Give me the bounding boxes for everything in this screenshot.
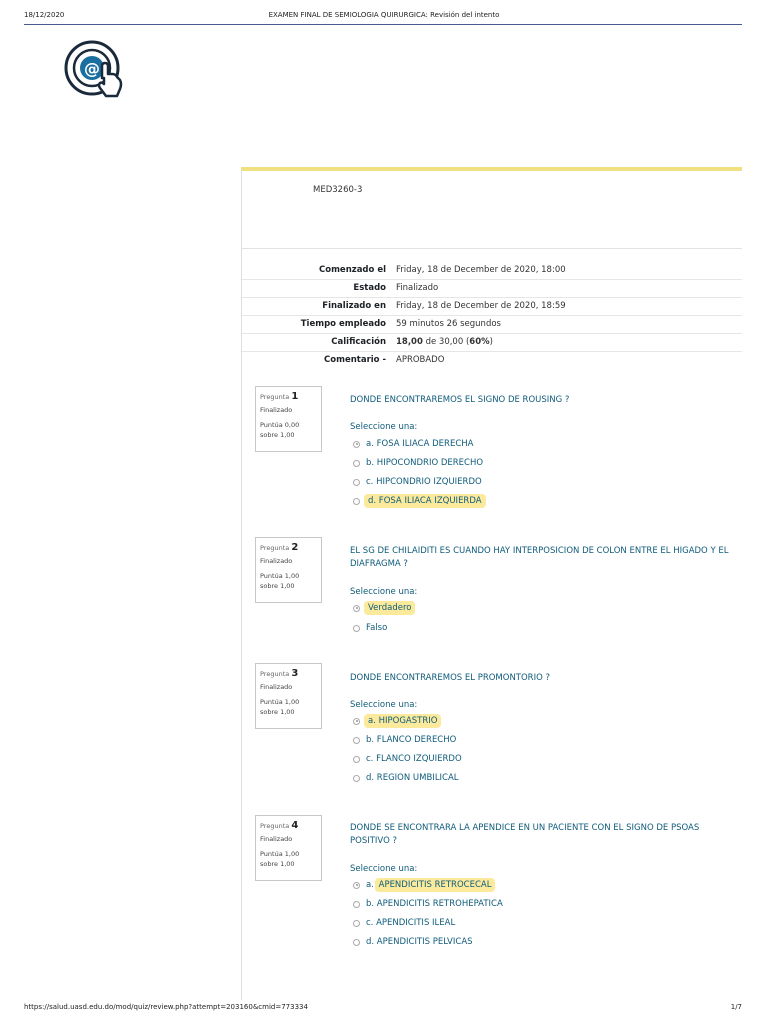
radio-icon[interactable] — [353, 775, 360, 782]
summary-label: Tiempo empleado — [300, 319, 386, 329]
question-text: DONDE ENCONTRAREMOS EL PROMONTORIO ? — [350, 673, 551, 683]
summary-value: Friday, 18 de December de 2020, 18:00 — [396, 265, 566, 275]
summary-label: Calificación — [331, 337, 386, 347]
question-prefix: Pregunta — [260, 393, 290, 401]
radio-icon[interactable] — [353, 605, 360, 612]
page-url: https://salud.uasd.edu.do/mod/quiz/review.php?attempt=203160&cmid=773334 — [24, 1003, 308, 1011]
option-label: a. HIPOGASTRIO — [364, 714, 441, 728]
attempt-summary-table — [242, 262, 742, 369]
course-code: MED3260-3 — [313, 185, 363, 195]
question-grade: Puntúa 0,00 sobre 1,00 — [260, 421, 300, 439]
print-date: 18/12/2020 — [24, 11, 65, 19]
answer-option[interactable] — [353, 771, 459, 785]
select-prompt: Seleccione una: — [350, 422, 418, 432]
question-number — [260, 542, 317, 553]
summary-row — [242, 352, 742, 370]
summary-label: Finalizado en — [322, 301, 386, 311]
question-state: Finalizado — [260, 557, 293, 565]
summary-row — [242, 280, 742, 298]
question-number-value: 3 — [291, 668, 299, 679]
question-state: Finalizado — [260, 406, 293, 414]
option-label: a. FOSA ILIACA DERECHA — [366, 439, 474, 449]
grade-value — [392, 334, 742, 352]
grade-close: ) — [489, 337, 493, 347]
radio-icon[interactable] — [353, 920, 360, 927]
grade-score: 18,00 — [396, 337, 423, 347]
summary-label: Estado — [353, 283, 386, 293]
select-prompt: Seleccione una: — [350, 700, 418, 710]
question-state: Finalizado — [260, 683, 293, 691]
answer-option-correct[interactable] — [353, 878, 495, 892]
radio-icon[interactable] — [353, 625, 360, 632]
question-number — [260, 391, 317, 402]
page-number: 1/7 — [730, 1003, 742, 1011]
radio-icon[interactable] — [353, 498, 360, 505]
answer-option[interactable] — [353, 475, 482, 489]
header-divider — [24, 24, 742, 25]
radio-icon[interactable] — [353, 718, 360, 725]
summary-row — [242, 262, 742, 280]
radio-icon[interactable] — [353, 756, 360, 763]
question-grade: Puntúa 1,00 sobre 1,00 — [260, 572, 300, 590]
question-prefix: Pregunta — [260, 544, 290, 552]
grade-percent: 60% — [469, 337, 490, 347]
course-accent-bar — [241, 167, 742, 171]
question-text: EL SG DE CHILAIDITI ES CUANDO HAY INTERPOSICION DE COLON ENTRE EL HIGADO Y EL DIAFRAGMA ? — [350, 546, 729, 569]
question-number-value: 4 — [291, 820, 299, 831]
option-label: d. REGION UMBILICAL — [366, 773, 459, 783]
answer-option[interactable] — [353, 621, 387, 635]
summary-value: Friday, 18 de December de 2020, 18:59 — [396, 301, 566, 311]
summary-label: Comentario - — [324, 355, 386, 365]
summary-value: Finalizado — [396, 283, 439, 293]
radio-icon[interactable] — [353, 737, 360, 744]
question-state: Finalizado — [260, 835, 293, 843]
summary-value: APROBADO — [396, 355, 445, 365]
course-divider — [241, 248, 742, 249]
option-label: b. FLANCO DERECHO — [366, 735, 457, 745]
radio-icon[interactable] — [353, 939, 360, 946]
option-label: c. APENDICITIS ILEAL — [366, 918, 456, 928]
question-info-box — [255, 537, 322, 603]
answer-option-correct[interactable] — [353, 601, 415, 615]
radio-icon[interactable] — [353, 882, 360, 889]
summary-row — [242, 316, 742, 334]
radio-icon[interactable] — [353, 460, 360, 467]
answer-option[interactable] — [353, 752, 462, 766]
question-text: DONDE SE ENCONTRARA LA APENDICE EN UN PACIENTE CON EL SIGNO DE PSOAS POSITIVO ? — [350, 823, 700, 846]
option-label: b. APENDICITIS RETROHEPATICA — [366, 899, 503, 909]
option-label: Falso — [366, 623, 388, 633]
question-number — [260, 820, 317, 831]
grade-total: de 30,00 ( — [422, 337, 470, 347]
question-grade: Puntúa 1,00 sobre 1,00 — [260, 698, 300, 716]
select-prompt: Seleccione una: — [350, 587, 418, 597]
summary-row — [242, 298, 742, 316]
option-label: Verdadero — [364, 601, 415, 615]
radio-icon[interactable] — [353, 479, 360, 486]
option-label: c. FLANCO IZQUIERDO — [366, 754, 462, 764]
question-info-box — [255, 815, 322, 881]
question-number — [260, 668, 317, 679]
answer-option[interactable] — [353, 935, 473, 949]
question-number-value: 2 — [291, 542, 299, 553]
summary-row — [242, 334, 742, 352]
answer-option[interactable] — [353, 437, 473, 451]
print-title: EXAMEN FINAL DE SEMIOLOGIA QUIRURGICA: Revisión del intento — [268, 11, 500, 19]
option-label: d. FOSA ILIACA IZQUIERDA — [364, 494, 486, 508]
summary-value: 59 minutos 26 segundos — [396, 319, 501, 329]
question-info-box — [255, 663, 322, 729]
question-number-value: 1 — [291, 391, 299, 402]
print-footer — [0, 1000, 768, 1024]
question-prefix: Pregunta — [260, 670, 290, 678]
radio-icon[interactable] — [353, 901, 360, 908]
summary-label: Comenzado el — [319, 265, 386, 275]
print-header — [0, 0, 768, 28]
option-label: APENDICITIS RETROCECAL — [375, 878, 496, 892]
question-prefix: Pregunta — [260, 822, 290, 830]
select-prompt: Seleccione una: — [350, 864, 418, 874]
answer-option[interactable] — [353, 733, 456, 747]
option-label: c. HIPCONDRIO IZQUIERDO — [366, 477, 482, 487]
at-sign-hand-pointer-icon[interactable] — [62, 36, 130, 104]
option-label: b. HIPOCONDRIO DERECHO — [366, 458, 484, 468]
question-text: DONDE ENCONTRAREMOS EL SIGNO DE ROUSING ? — [350, 395, 570, 405]
option-label: d. APENDICITIS PELVICAS — [366, 937, 473, 947]
svg-text:@: @ — [84, 59, 100, 78]
question-info-box — [255, 386, 322, 452]
answer-option[interactable] — [353, 916, 455, 930]
question-grade: Puntúa 1,00 sobre 1,00 — [260, 850, 300, 868]
radio-icon[interactable] — [353, 441, 360, 448]
answer-option[interactable] — [353, 456, 483, 470]
answer-option-correct[interactable] — [353, 714, 441, 728]
answer-option[interactable] — [353, 897, 503, 911]
option-letter: a. — [366, 880, 374, 890]
answer-option-correct[interactable] — [353, 494, 486, 508]
